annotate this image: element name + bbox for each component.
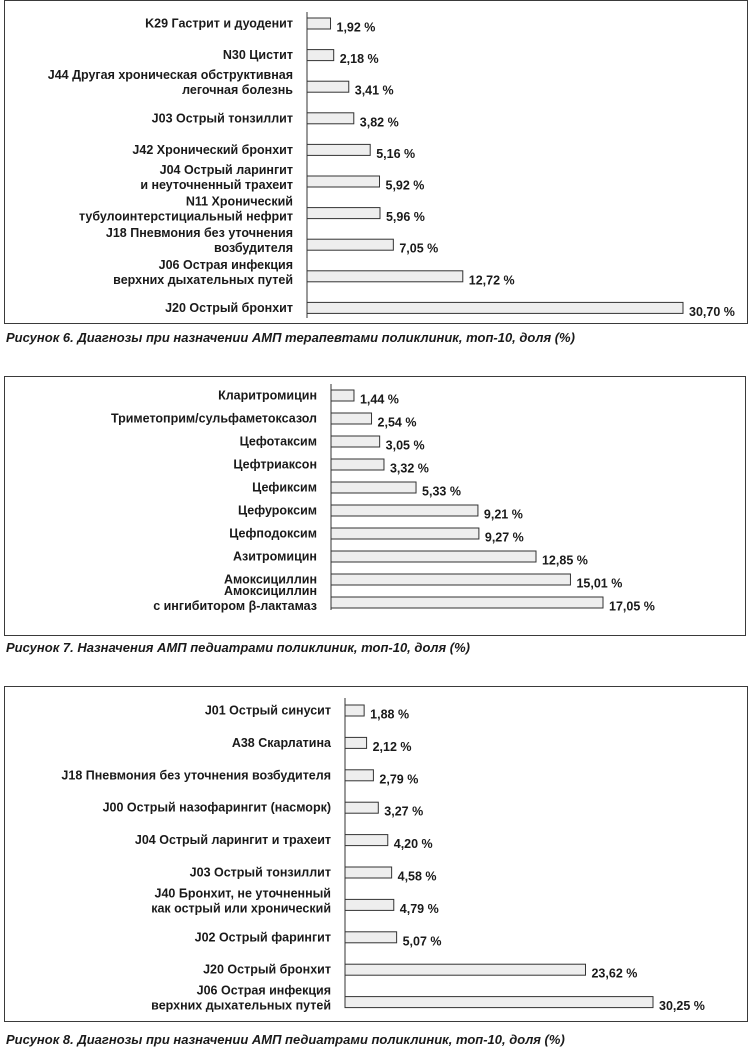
category-label: и неуточненный трахеит bbox=[140, 178, 293, 192]
bar bbox=[345, 770, 373, 781]
category-label: Цефтриаксон bbox=[233, 457, 317, 472]
category-label: легочная болезнь bbox=[182, 83, 293, 98]
category-label: тубулоинтерстициальный нефрит bbox=[78, 209, 293, 224]
category-label: Триметоприм/сульфаметоксазол bbox=[110, 411, 317, 426]
category-label: Цефподоксим bbox=[229, 526, 317, 541]
bar bbox=[345, 737, 367, 748]
category-label: J01 Острый синусит bbox=[204, 703, 331, 718]
category-label: J02 Острый фарингит bbox=[194, 930, 331, 945]
category-label: Цефуроксим bbox=[237, 503, 317, 518]
category-label: с ингибитором β-лактамаз bbox=[153, 599, 317, 613]
category-label: верхних дыхательных путей bbox=[113, 272, 293, 287]
category-label: K29 Гастрит и дуоденит bbox=[145, 16, 293, 31]
data-label: 3,32 % bbox=[389, 461, 429, 476]
data-label: 15,01 % bbox=[576, 576, 623, 591]
category-label: J20 Острый бронхит bbox=[165, 300, 293, 315]
category-label: J03 Острый тонзиллит bbox=[151, 111, 293, 126]
data-label: 30,25 % bbox=[659, 999, 705, 1014]
data-label: 1,92 % bbox=[336, 20, 376, 35]
category-label: N11 Хронический bbox=[185, 194, 293, 209]
data-label: 5,16 % bbox=[376, 146, 416, 161]
data-label: 4,20 % bbox=[393, 837, 433, 852]
category-label: Амоксициллин bbox=[224, 584, 317, 598]
data-label: 7,05 % bbox=[399, 241, 439, 256]
data-label: 2,18 % bbox=[339, 52, 379, 67]
data-label: 1,88 % bbox=[370, 707, 410, 722]
category-label: J06 Острая инфекция bbox=[196, 983, 331, 998]
category-label: J40 Бронхит, не уточненный bbox=[154, 886, 331, 901]
data-label: 30,70 % bbox=[689, 304, 735, 319]
category-label: верхних дыхательных путей bbox=[151, 998, 331, 1013]
bar bbox=[345, 997, 653, 1008]
category-label: J00 Острый назофарингит (насморк) bbox=[102, 800, 331, 815]
data-label: 12,85 % bbox=[541, 553, 588, 568]
category-label: Цефиксим bbox=[252, 480, 317, 495]
data-label: 5,96 % bbox=[385, 210, 425, 225]
category-label: Цефотаксим bbox=[239, 434, 317, 449]
category-label: Амоксициллин bbox=[224, 572, 317, 587]
category-label: A38 Скарлатина bbox=[231, 735, 331, 750]
category-label: J06 Острая инфекция bbox=[158, 257, 293, 272]
category-label: N30 Цистит bbox=[222, 48, 293, 63]
data-label: 1,44 % bbox=[359, 392, 399, 407]
bar bbox=[345, 964, 585, 975]
data-label: 3,41 % bbox=[354, 83, 394, 98]
data-label: 12,72 % bbox=[468, 273, 515, 288]
bar bbox=[345, 705, 364, 716]
category-label: J03 Острый тонзиллит bbox=[189, 865, 331, 880]
data-label: 2,12 % bbox=[372, 739, 412, 754]
data-label: 2,79 % bbox=[379, 772, 419, 787]
data-label: 9,21 % bbox=[483, 507, 523, 522]
category-label: Азитромицин bbox=[232, 549, 317, 564]
data-label: 3,05 % bbox=[385, 438, 425, 453]
category-label: Кларитромицин bbox=[218, 388, 317, 403]
data-label: 5,07 % bbox=[402, 934, 442, 949]
bar bbox=[345, 899, 394, 910]
data-label: 4,58 % bbox=[397, 869, 437, 884]
data-label: 23,62 % bbox=[591, 966, 638, 981]
category-label: J20 Острый бронхит bbox=[203, 962, 331, 977]
data-label: 5,92 % bbox=[385, 178, 425, 193]
bar bbox=[345, 835, 388, 846]
bar bbox=[345, 867, 392, 878]
bar bbox=[345, 802, 378, 813]
data-label: 9,27 % bbox=[484, 530, 524, 545]
category-label: возбудителя bbox=[213, 241, 293, 256]
category-label: J44 Другая хроническая обструктивная bbox=[47, 68, 293, 83]
bar bbox=[345, 932, 397, 943]
category-label: J18 Пневмония без уточнения bbox=[105, 226, 293, 241]
category-label: J42 Хронический бронхит bbox=[132, 142, 293, 157]
category-label: как острый или хронический bbox=[151, 901, 331, 916]
data-label: 17,05 % bbox=[609, 599, 655, 614]
category-label: J04 Острый ларингит и трахеит bbox=[134, 833, 331, 848]
category-label: J18 Пневмония без уточнения возбудителя bbox=[61, 768, 331, 783]
data-label: 4,79 % bbox=[399, 901, 439, 916]
chart-caption: Рисунок 6. Диагнозы при назначении АМП терапевтами поликлиник, топ-10, доля (%) bbox=[6, 330, 575, 345]
category-label: J04 Острый ларингит bbox=[159, 163, 293, 177]
data-label: 3,27 % bbox=[384, 804, 424, 819]
data-label: 3,82 % bbox=[359, 115, 399, 130]
data-label: 2,54 % bbox=[377, 415, 417, 430]
data-label: 5,33 % bbox=[422, 484, 461, 499]
chart-caption: Рисунок 7. Назначения АМП педиатрами поликлиник, топ-10, доля (%) bbox=[6, 640, 470, 655]
chart-caption: Рисунок 8. Диагнозы при назначении АМП педиатрами поликлиник, топ-10, доля (%) bbox=[6, 1032, 565, 1047]
